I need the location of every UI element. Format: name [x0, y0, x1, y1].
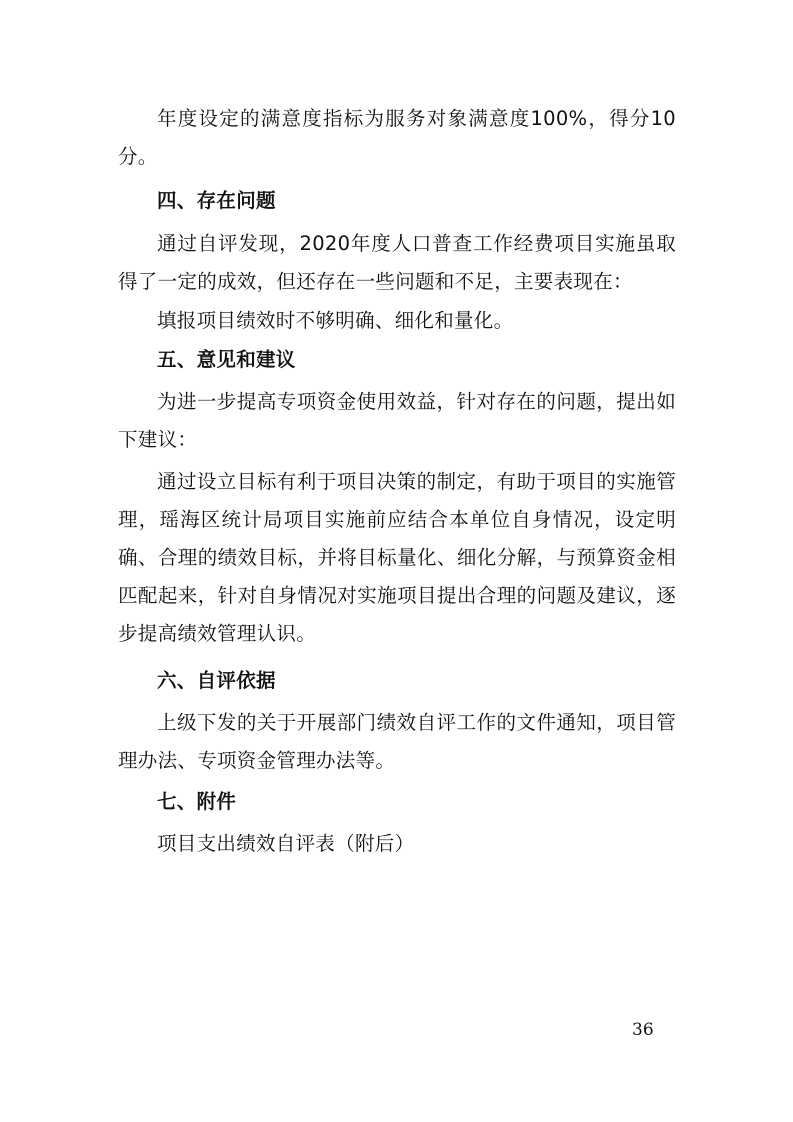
- heading-existing-problems: 四、存在问题: [157, 189, 276, 212]
- heading-opinions-suggestions: 五、意见和建议: [157, 348, 296, 371]
- attachment-paragraph: 项目支出绩效自评表（附后）: [157, 832, 415, 855]
- heading-attachments: 七、附件: [157, 790, 237, 813]
- suggestion-detail-paragraph: 通过设立目标有利于项目决策的制定，有助于项目的实施管理，瑶海区统计局项目实施前应结合本单位自身情况，设定明确、合理的绩效目标，并将目标量化、细化分解，与预算资金相匹配起来，针对自身情况对实施项目提出合理的问题及建议，逐步提高绩效管理认识。: [118, 470, 676, 645]
- suggestion-intro-paragraph: 为进一步提高专项资金使用效益，针对存在的问题，提出如下建议：: [118, 390, 676, 451]
- problem-detail-paragraph: 填报项目绩效时不够明确、细化和量化。: [157, 309, 514, 332]
- page-number: 36: [632, 1020, 654, 1040]
- self-evaluation-findings-paragraph: 通过自评发现，2020年度人口普查工作经费项目实施虽取得了一定的成效，但还存在一些问题和不足，主要表现在：: [118, 232, 676, 293]
- heading-evaluation-basis: 六、自评依据: [157, 669, 276, 692]
- satisfaction-paragraph: 年度设定的满意度指标为服务对象满意度100%，得分10分。: [118, 107, 676, 168]
- evaluation-basis-paragraph: 上级下发的关于开展部门绩效自评工作的文件通知，项目管理办法、专项资金管理办法等。: [118, 711, 676, 772]
